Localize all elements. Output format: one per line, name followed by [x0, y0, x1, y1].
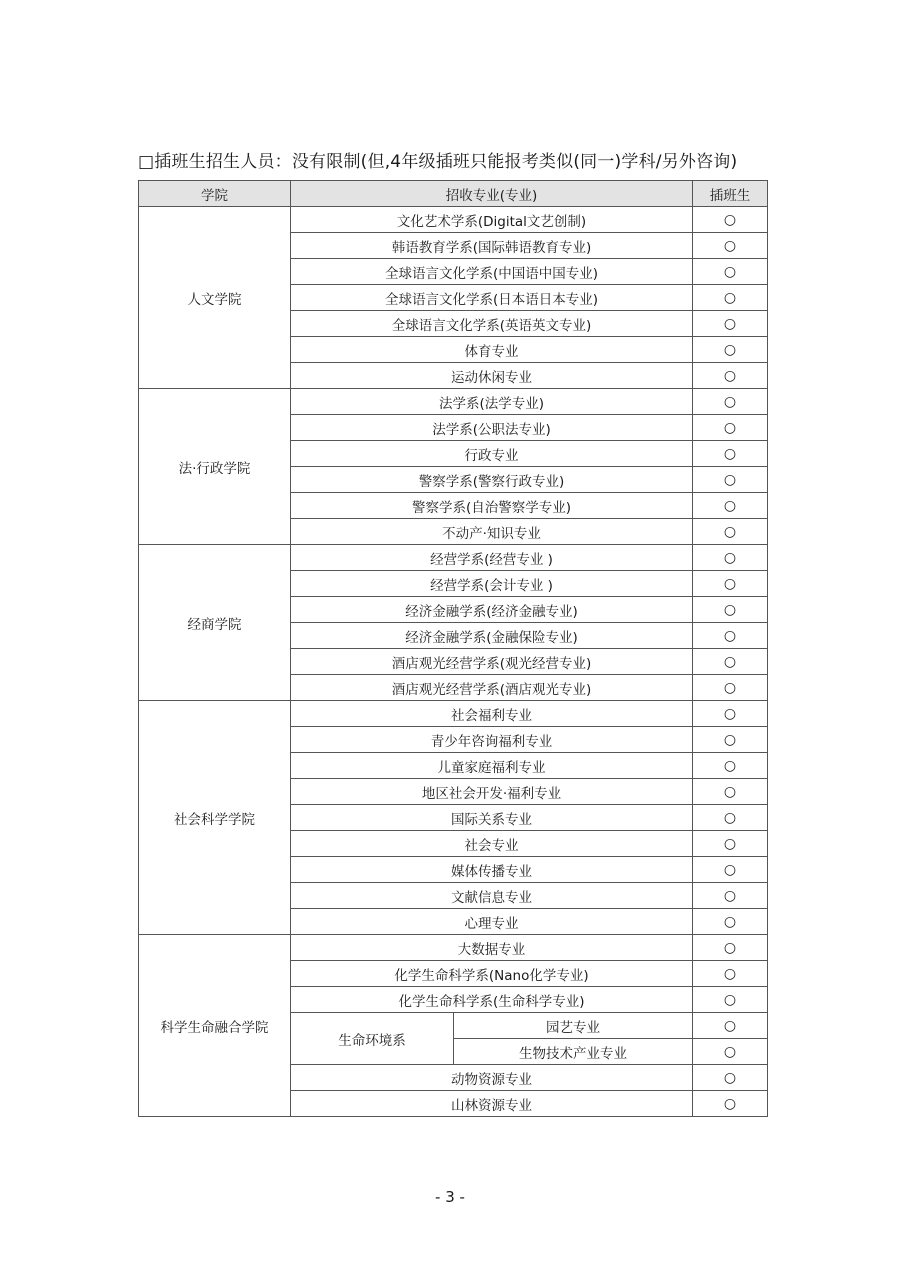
- transfer-mark: ○: [693, 727, 768, 753]
- transfer-mark: ○: [693, 701, 768, 727]
- major-name: 动物资源专业: [291, 1065, 693, 1091]
- major-name: 国际关系专业: [291, 805, 693, 831]
- major-name: 酒店观光经营学系(观光经营专业): [291, 649, 693, 675]
- major-name: 青少年咨询福利专业: [291, 727, 693, 753]
- major-name: 警察学系(自治警察学专业): [291, 493, 693, 519]
- major-name: 全球语言文化学系(中国语中国专业): [291, 259, 693, 285]
- major-name: 山林资源专业: [291, 1091, 693, 1117]
- page-number: - 3 -: [435, 1188, 465, 1206]
- admission-table: [138, 180, 768, 1117]
- table-row: [139, 701, 768, 727]
- transfer-mark: ○: [693, 389, 768, 415]
- transfer-mark: ○: [693, 493, 768, 519]
- transfer-mark: ○: [693, 909, 768, 935]
- college-name: 社会科学学院: [139, 701, 291, 935]
- table-row: [139, 207, 768, 233]
- transfer-mark: ○: [693, 571, 768, 597]
- table-row: [139, 545, 768, 571]
- major-name: 运动休闲专业: [291, 363, 693, 389]
- major-name: 酒店观光经营学系(酒店观光专业): [291, 675, 693, 701]
- table-header-row: [139, 181, 768, 207]
- major-name: 媒体传播专业: [291, 857, 693, 883]
- college-name: 法·行政学院: [139, 389, 291, 545]
- major-name: 化学生命科学系(生命科学专业): [291, 987, 693, 1013]
- transfer-mark: ○: [693, 441, 768, 467]
- table-row: [139, 935, 768, 961]
- major-name: 儿童家庭福利专业: [291, 753, 693, 779]
- major-name: 文献信息专业: [291, 883, 693, 909]
- transfer-mark: ○: [693, 987, 768, 1013]
- transfer-mark: ○: [693, 675, 768, 701]
- transfer-mark: ○: [693, 1091, 768, 1117]
- transfer-mark: ○: [693, 1013, 768, 1039]
- transfer-mark: ○: [693, 753, 768, 779]
- major-name: 化学生命科学系(Nano化学专业): [291, 961, 693, 987]
- transfer-mark: ○: [693, 1039, 768, 1065]
- major-name: 地区社会开发·福利专业: [291, 779, 693, 805]
- transfer-mark: ○: [693, 805, 768, 831]
- major-name: 体育专业: [291, 337, 693, 363]
- major-name: 文化艺术学系(Digital文艺创制): [291, 207, 693, 233]
- transfer-mark: ○: [693, 649, 768, 675]
- major-name: 法学系(公职法专业): [291, 415, 693, 441]
- major-name: 大数据专业: [291, 935, 693, 961]
- major-name: 经济金融学系(金融保险专业): [291, 623, 693, 649]
- major-name: 不动产·知识专业: [291, 519, 693, 545]
- major-name: 法学系(法学专业): [291, 389, 693, 415]
- major-name: 警察学系(警察行政专业): [291, 467, 693, 493]
- transfer-mark: ○: [693, 233, 768, 259]
- transfer-mark: ○: [693, 259, 768, 285]
- transfer-mark: ○: [693, 961, 768, 987]
- table-row: [139, 389, 768, 415]
- transfer-mark: ○: [693, 883, 768, 909]
- major-name: 韩语教育学系(国际韩语教育专业): [291, 233, 693, 259]
- transfer-mark: ○: [693, 207, 768, 233]
- transfer-mark: ○: [693, 1065, 768, 1091]
- transfer-mark: ○: [693, 285, 768, 311]
- header-major: 招收专业(专业): [291, 181, 693, 207]
- college-name: 科学生命融合学院: [139, 935, 291, 1117]
- transfer-mark: ○: [693, 831, 768, 857]
- transfer-mark: ○: [693, 545, 768, 571]
- transfer-mark: ○: [693, 337, 768, 363]
- college-name: 人文学院: [139, 207, 291, 389]
- major-name: 全球语言文化学系(日本语日本专业): [291, 285, 693, 311]
- transfer-mark: ○: [693, 311, 768, 337]
- major-name: 心理专业: [291, 909, 693, 935]
- header-college: 学院: [139, 181, 291, 207]
- major-name: 全球语言文化学系(英语英文专业): [291, 311, 693, 337]
- major-name: 行政专业: [291, 441, 693, 467]
- transfer-mark: ○: [693, 519, 768, 545]
- transfer-mark: ○: [693, 597, 768, 623]
- transfer-mark: ○: [693, 363, 768, 389]
- subgroup-name: 生命环境系: [291, 1013, 454, 1065]
- transfer-mark: ○: [693, 935, 768, 961]
- transfer-mark: ○: [693, 467, 768, 493]
- major-name: 经营学系(会计专业 ): [291, 571, 693, 597]
- major-name: 园艺专业: [454, 1013, 693, 1039]
- college-name: 经商学院: [139, 545, 291, 701]
- transfer-mark: ○: [693, 857, 768, 883]
- header-transfer: 插班生: [693, 181, 768, 207]
- transfer-mark: ○: [693, 623, 768, 649]
- section-heading: □插班生招生人员：没有限制(但,4年级插班只能报考类似(同一)学科/另外咨询): [138, 152, 738, 172]
- major-name: 经济金融学系(经济金融专业): [291, 597, 693, 623]
- transfer-mark: ○: [693, 415, 768, 441]
- major-name: 经营学系(经营专业 ): [291, 545, 693, 571]
- table-body: [139, 207, 768, 1117]
- major-name: 生物技术产业专业: [454, 1039, 693, 1065]
- major-name: 社会福利专业: [291, 701, 693, 727]
- transfer-mark: ○: [693, 779, 768, 805]
- major-name: 社会专业: [291, 831, 693, 857]
